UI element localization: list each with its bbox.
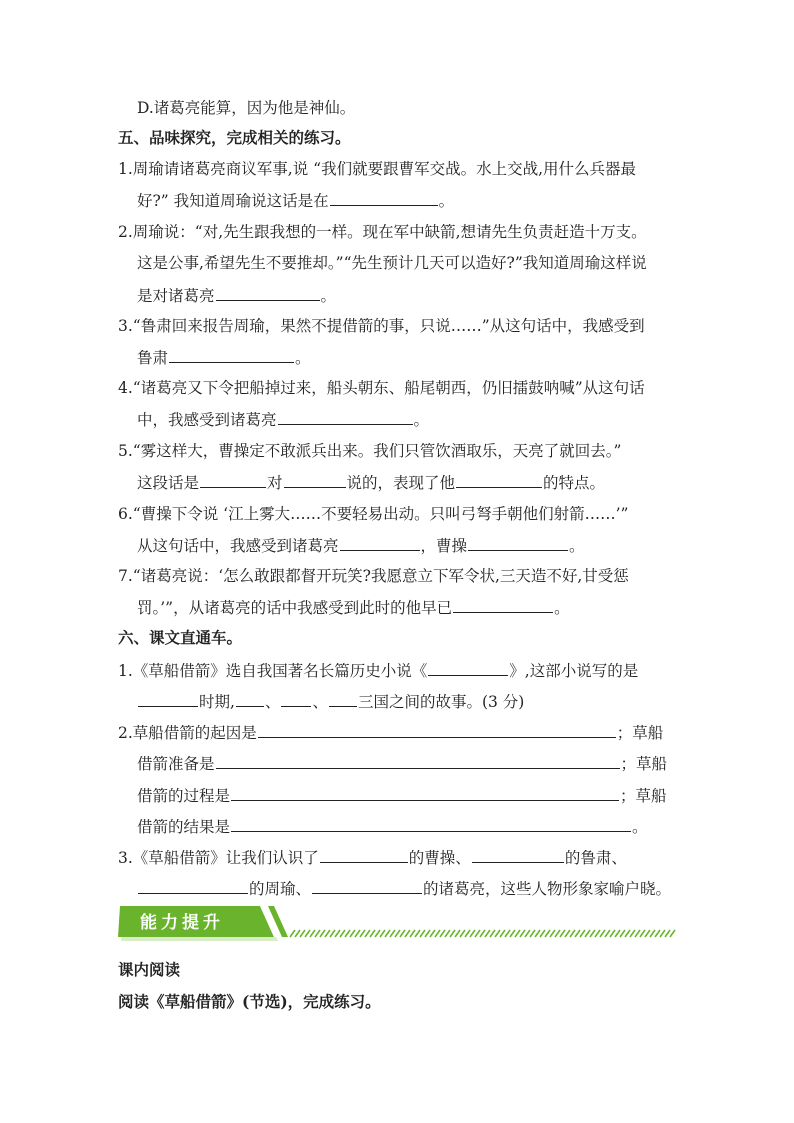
- hatch-stroke: [365, 930, 370, 937]
- hatch-stroke: [405, 930, 410, 937]
- answer-blank[interactable]: [453, 597, 553, 613]
- answer-blank[interactable]: [231, 816, 631, 832]
- answer-blank[interactable]: [320, 847, 408, 863]
- hatch-stroke: [375, 930, 380, 937]
- hatch-stroke: [360, 930, 365, 937]
- reading-heading: 课内阅读: [118, 960, 181, 979]
- hatch-stroke: [650, 930, 655, 937]
- hatch-stroke: [490, 930, 495, 937]
- answer-blank[interactable]: [138, 878, 248, 894]
- hatch-stroke: [615, 930, 620, 937]
- hatch-stroke: [605, 930, 610, 937]
- q5-7-line2: 罚。’”，从诸葛亮的话中我感受到此时的他早已 。: [137, 599, 570, 617]
- section-5-heading: 五、品味探究，完成相关的练习。: [118, 128, 351, 147]
- hatch-stroke: [545, 930, 550, 937]
- banner-title: 能力提升: [140, 913, 224, 933]
- hatch-stroke: [645, 930, 650, 937]
- hatch-stroke: [585, 930, 590, 937]
- hatch-stroke: [640, 930, 645, 937]
- hatch-stroke: [660, 930, 665, 937]
- answer-blank[interactable]: [340, 535, 420, 551]
- answer-blank[interactable]: [456, 472, 542, 488]
- hatch-stroke: [595, 930, 600, 937]
- hatch-stroke: [510, 930, 515, 937]
- answer-blank[interactable]: [330, 190, 438, 206]
- hatch-stroke: [440, 930, 445, 937]
- q5-5-line1: 5.“雾这样大，曹操定不敢派兵出来。我们只管饮酒取乐，天亮了就回去。”: [118, 442, 622, 460]
- answer-blank[interactable]: [329, 691, 357, 707]
- answer-blank[interactable]: [231, 785, 619, 801]
- hatch-stroke: [480, 930, 485, 937]
- hatch-stroke: [570, 930, 575, 937]
- hatch-stroke: [400, 930, 405, 937]
- hatch-stroke: [470, 930, 475, 937]
- answer-blank[interactable]: [216, 285, 320, 301]
- hatch-stroke: [435, 930, 440, 937]
- answer-blank[interactable]: [200, 472, 266, 488]
- hatch-stroke: [540, 930, 545, 937]
- reading-instruction: 阅读《草船借箭》(节选)，完成练习。: [118, 992, 381, 1011]
- q5-7-line1: 7.“诸葛亮说：‘怎么敢跟都督开玩笑?我愿意立下军令状,三天造不好,甘受惩: [118, 567, 629, 585]
- hatch-stroke: [580, 930, 585, 937]
- hatch-stroke: [500, 930, 505, 937]
- q6-1-line2: 时期, 、 、 三国之间的故事。(3 分): [137, 691, 524, 712]
- q6-2-line3: 借箭的过程是 ；草船: [137, 787, 667, 805]
- hatch-stroke: [290, 930, 295, 937]
- hatch-stroke: [465, 930, 470, 937]
- q5-5-line2: 这段话是 对 说的，表现了他 的特点。: [137, 474, 606, 492]
- q5-6-line2: 从这句话中，我感受到诸葛亮 ，曹操 。: [137, 537, 585, 555]
- hatch-stroke: [340, 930, 345, 937]
- q6-2-line2: 借箭准备是 ；草船: [137, 755, 668, 773]
- q5-1-line2: 好?” 我知道周瑜说这话是在 。: [137, 192, 455, 210]
- hatch-stroke: [370, 930, 375, 937]
- q5-1-line1: 1.周瑜请诸葛亮商议军事,说 “我们就要跟曹军交战。水上交战,用什么兵器最: [118, 160, 636, 178]
- section-6-heading: 六、课文直通车。: [118, 628, 243, 647]
- hatch-stroke: [320, 930, 325, 937]
- q6-3-line1: 3.《草船借箭》让我们认识了 的曹操、 的鲁肃、: [118, 849, 627, 867]
- hatch-stroke: [335, 930, 340, 937]
- hatch-stroke: [310, 930, 315, 937]
- hatch-stroke: [485, 930, 490, 937]
- answer-blank[interactable]: [281, 691, 311, 707]
- hatch-stroke: [325, 930, 330, 937]
- hatch-stroke: [630, 930, 635, 937]
- hatch-stroke: [345, 930, 350, 937]
- hatch-stroke: [300, 930, 305, 937]
- option-d: D.诸葛亮能算，因为他是神仙。: [137, 99, 356, 117]
- hatch-stroke: [555, 930, 560, 937]
- q6-3-line2: 的周瑜、 的诸葛亮，这些人物形象家喻户晓。: [137, 878, 671, 899]
- answer-blank[interactable]: [284, 472, 346, 488]
- answer-blank[interactable]: [216, 753, 620, 769]
- hatch-stroke: [350, 930, 355, 937]
- hatch-stroke: [305, 930, 310, 937]
- hatch-stroke: [610, 930, 615, 937]
- hatch-stroke: [420, 930, 425, 937]
- hatch-stroke: [515, 930, 520, 937]
- hatch-stroke: [330, 930, 335, 937]
- answer-blank[interactable]: [236, 691, 264, 707]
- hatch-stroke: [380, 930, 385, 937]
- hatch-stroke: [525, 930, 530, 937]
- hatch-stroke: [495, 930, 500, 937]
- hatch-stroke: [550, 930, 555, 937]
- hatch-stroke: [415, 930, 420, 937]
- answer-blank[interactable]: [258, 722, 616, 738]
- hatch-stroke: [410, 930, 415, 937]
- q5-4-line2: 中，我感受到诸葛亮 。: [137, 411, 430, 429]
- hatch-stroke: [450, 930, 455, 937]
- hatch-stroke: [530, 930, 535, 937]
- answer-blank[interactable]: [138, 691, 198, 707]
- answer-blank[interactable]: [278, 409, 413, 425]
- hatch-stroke: [665, 930, 670, 937]
- hatch-stroke: [670, 930, 675, 937]
- hatch-stroke: [390, 930, 395, 937]
- q6-1-line1: 1.《草船借箭》选自我国著名长篇历史小说《 》,这部小说写的是: [118, 662, 639, 680]
- hatch-stroke: [355, 930, 360, 937]
- hatch-stroke: [565, 930, 570, 937]
- hatch-stroke: [395, 930, 400, 937]
- hatch-stroke: [600, 930, 605, 937]
- q5-4-line1: 4.“诸葛亮又下令把船掉过来，船头朝东、船尾朝西，仍旧擂鼓呐喊”从这句话: [118, 379, 645, 397]
- hatch-stroke: [535, 930, 540, 937]
- hatch-stroke: [575, 930, 580, 937]
- hatch-stroke: [590, 930, 595, 937]
- hatch-stroke: [295, 930, 300, 937]
- hatch-stroke: [445, 930, 450, 937]
- answer-blank[interactable]: [468, 535, 568, 551]
- answer-blank[interactable]: [428, 660, 508, 676]
- hatch-stroke: [625, 930, 630, 937]
- answer-blank[interactable]: [472, 847, 564, 863]
- answer-blank[interactable]: [312, 878, 422, 894]
- q6-2-line4: 借箭的结果是 。: [137, 818, 648, 836]
- q5-3-line2: 鲁肃 。: [137, 349, 311, 367]
- q5-2-line3: 是对诸葛亮 。: [137, 287, 337, 305]
- q5-6-line1: 6.“曹操下令说 ‘江上雾大……不要轻易出动。只叫弓弩手朝他们射箭……’”: [118, 505, 629, 523]
- hatch-stroke: [560, 930, 565, 937]
- q5-3-line1: 3.“鲁肃回来报告周瑜，果然不提借箭的事，只说……”从这句话中，我感受到: [118, 317, 645, 335]
- q6-2-line1: 2.草船借箭的起因是 ；草船: [118, 724, 664, 742]
- hatch-stroke: [460, 930, 465, 937]
- q5-2-line2: 这是公事,希望先生不要推却。”“先生预计几天可以造好?”我知道周瑜这样说: [137, 254, 647, 272]
- hatch-stroke: [425, 930, 430, 937]
- hatch-stroke: [315, 930, 320, 937]
- hatch-stroke: [385, 930, 390, 937]
- answer-blank[interactable]: [169, 347, 294, 363]
- hatch-stroke: [635, 930, 640, 937]
- hatch-stroke: [505, 930, 510, 937]
- q5-2-line1: 2.周瑜说：“对,先生跟我想的一样。现在军中缺箭,想请先生负责赶造十万支。: [118, 223, 647, 241]
- hatch-stroke: [655, 930, 660, 937]
- hatch-stroke: [430, 930, 435, 937]
- hatch-stroke: [620, 930, 625, 937]
- hatch-stroke: [475, 930, 480, 937]
- hatch-stroke: [455, 930, 460, 937]
- banner-hatch: [290, 930, 675, 937]
- hatch-stroke: [520, 930, 525, 937]
